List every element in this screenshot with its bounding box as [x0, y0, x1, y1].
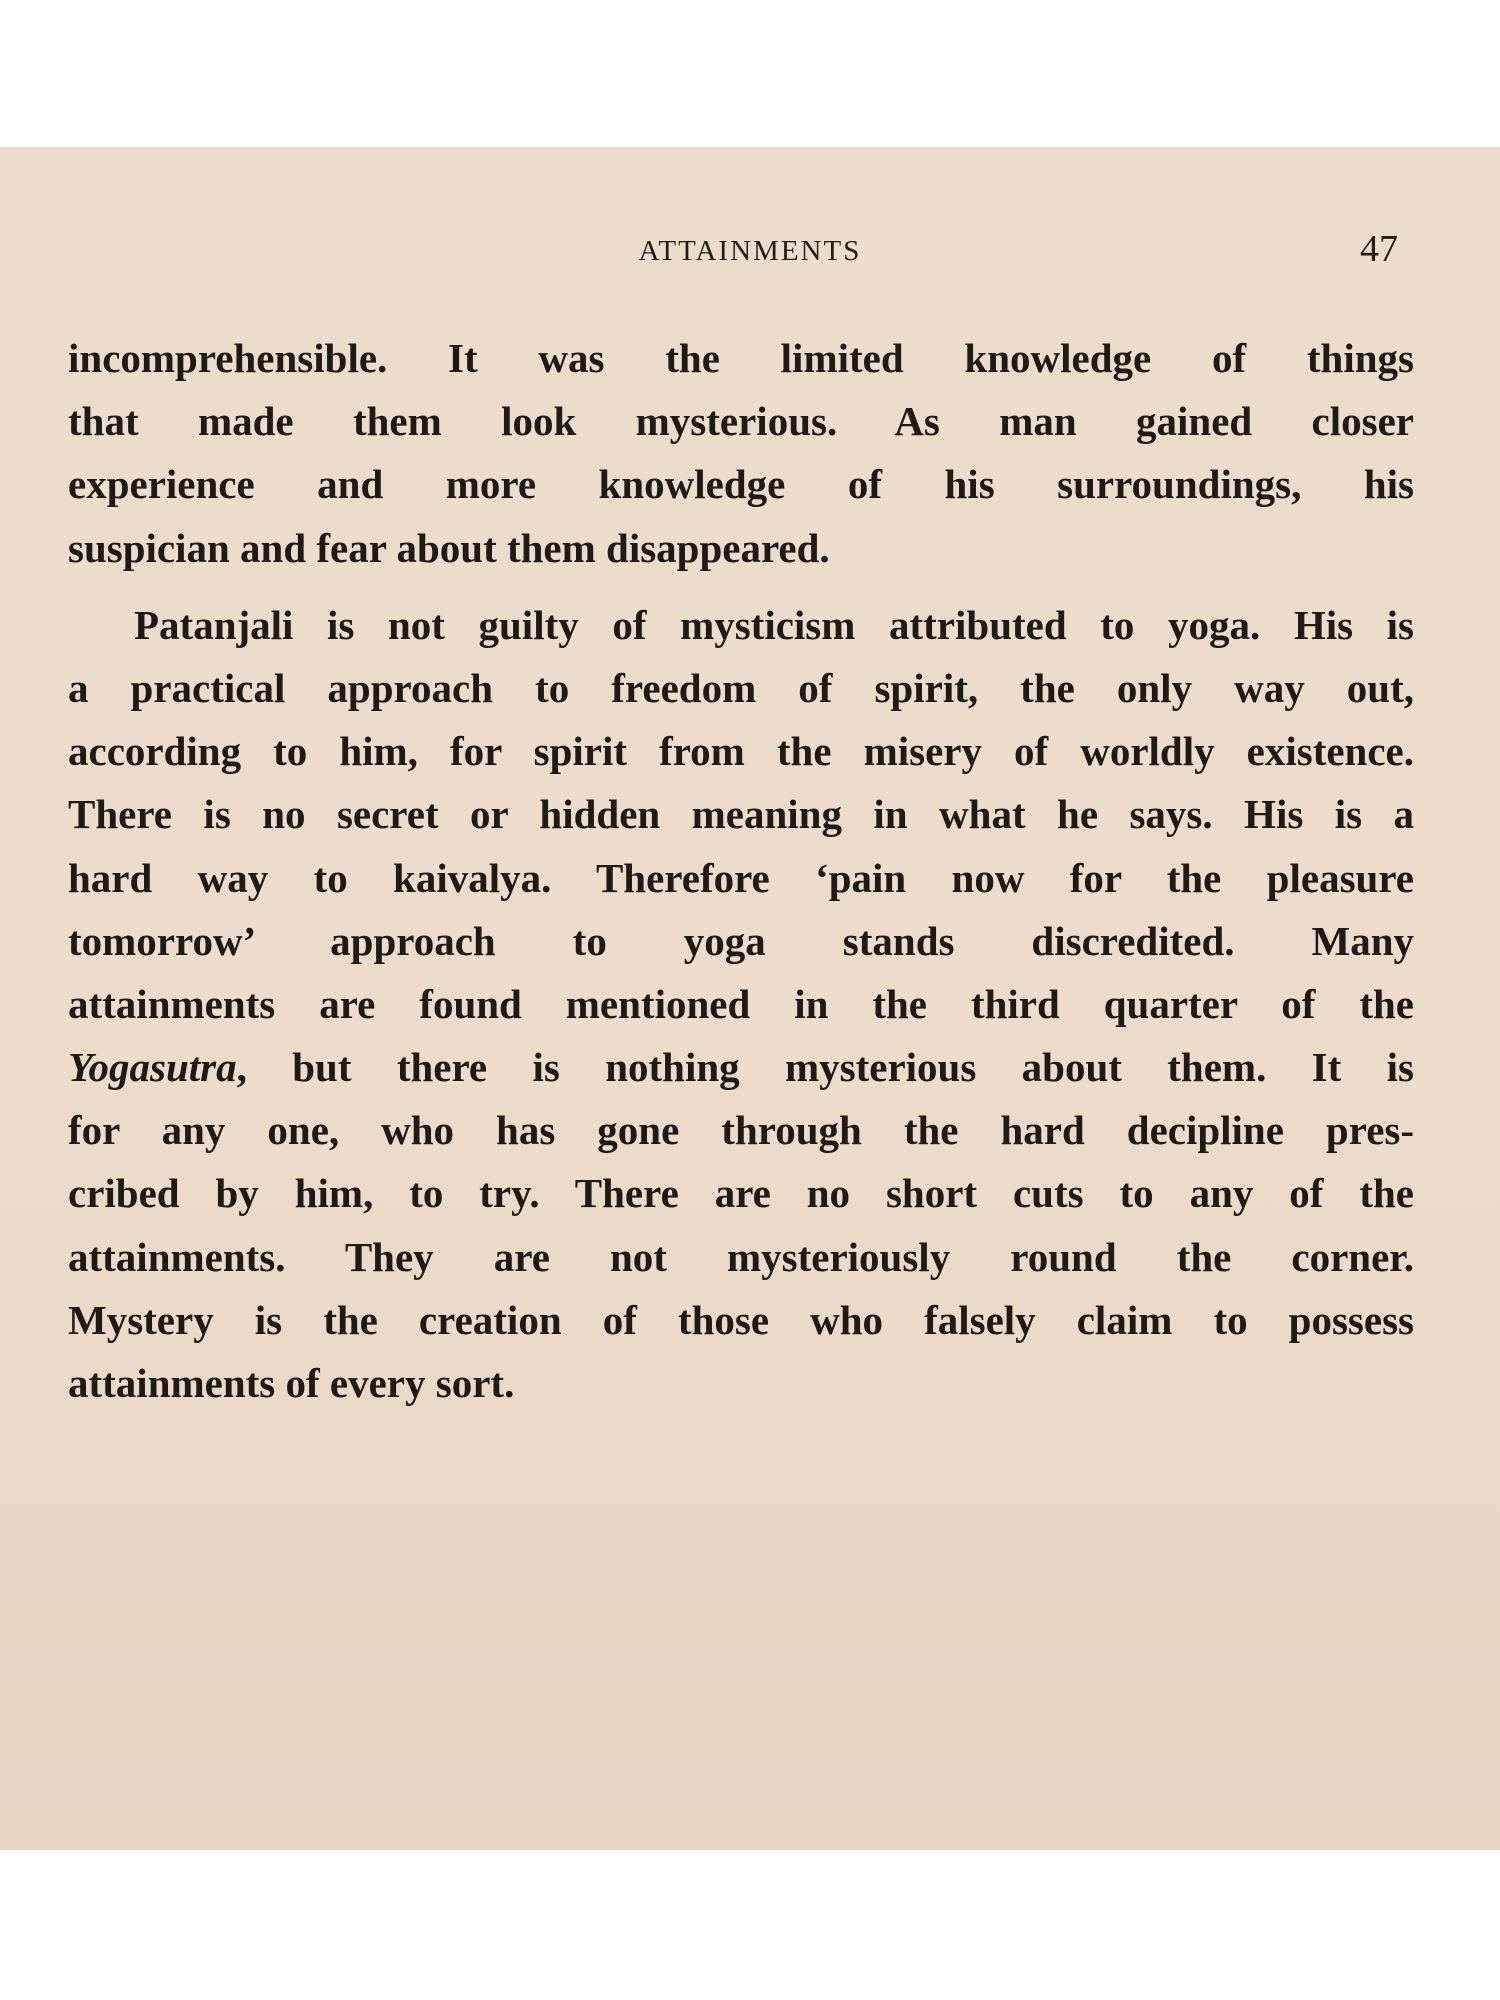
text-line: There is no secret or hidden meaning in what he says. His is a [68, 791, 1414, 838]
text-line: attainments. They are not mysteriously round the corner. [68, 1233, 1414, 1280]
text-line: hard way to kaivalya. Therefore ‘pain now for the pleasure [68, 854, 1414, 901]
text-line: according to him, for spirit from the misery of worldly existence. [68, 728, 1414, 775]
text-line: cribed by him, to try. There are no short cuts to any of the [68, 1170, 1414, 1217]
page-number: 47 [1360, 228, 1398, 270]
text-line: that made them look mysterious. As man gained closer [68, 398, 1414, 445]
book-page [0, 147, 1500, 1850]
text-line-italic-title: Yogasutra, but there is nothing mysterious about them. It is [68, 1044, 1414, 1091]
text-line: tomorrow’ approach to yoga stands discredited. Many [68, 917, 1414, 964]
running-title: ATTAINMENTS [638, 235, 862, 267]
text-line: for any one, who has gone through the hard decipline pres- [68, 1107, 1414, 1154]
paragraph-2 [68, 594, 1414, 1415]
text-line: attainments of every sort. [68, 1360, 515, 1406]
paragraph-1 [68, 327, 1414, 580]
text-line: suspician and fear about them disappeared. [68, 524, 830, 571]
text-line: incomprehensible. It was the limited knowledge of things [68, 335, 1414, 381]
text-line: Mystery is the creation of those who falsely claim to possess [68, 1296, 1414, 1343]
body-text [68, 327, 1414, 1415]
text-line: a practical approach to freedom of spirit, the only way out, [68, 664, 1414, 711]
text-line: attainments are found mentioned in the third quarter of the [68, 980, 1414, 1027]
text-line: Patanjali is not guilty of mysticism attributed to yoga. His is [134, 601, 1414, 648]
text-line: experience and more knowledge of his surroundings, his [68, 461, 1414, 508]
book-title: Yogasutra [68, 1044, 237, 1091]
